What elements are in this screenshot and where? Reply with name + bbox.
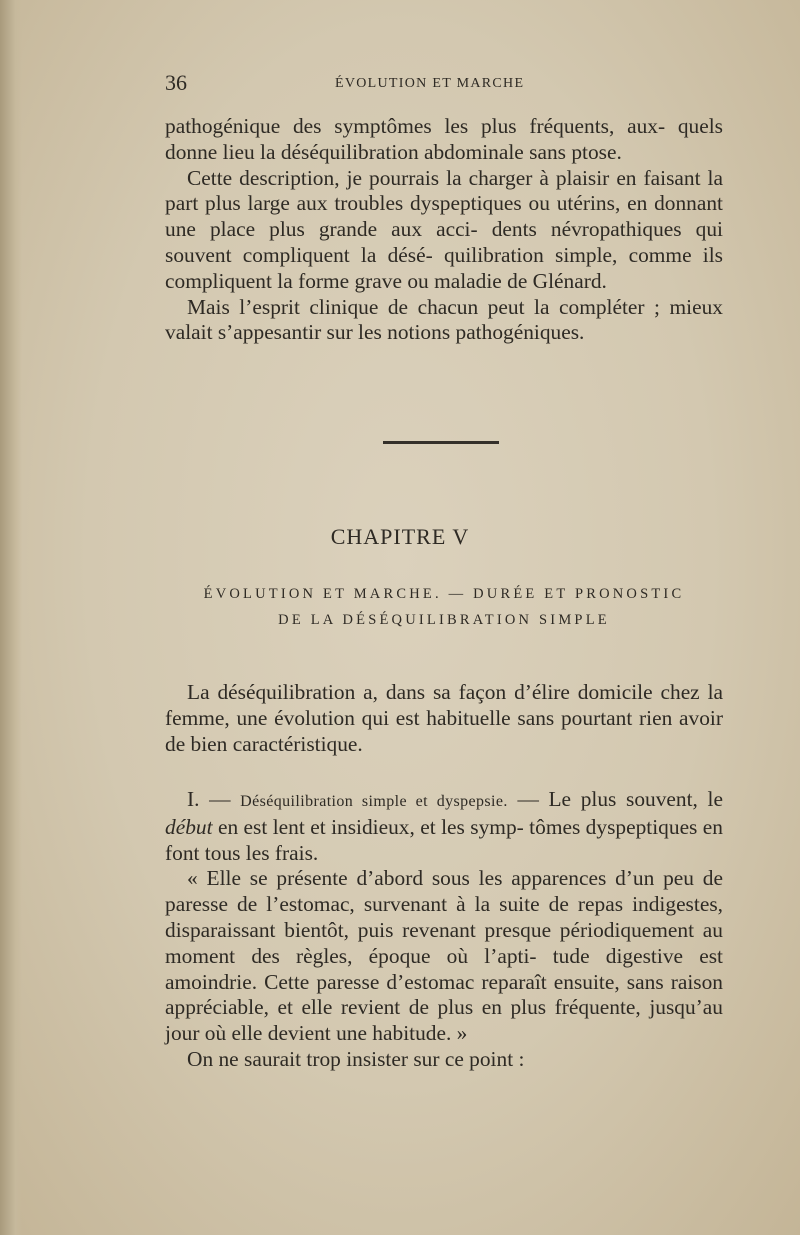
section-text-block — [165, 787, 723, 1073]
section-text-before: — Le plus souvent, le — [507, 787, 723, 811]
section-divider-rule — [383, 441, 499, 444]
italic-word: début — [165, 814, 213, 839]
paragraph-continuation: pathogénique des symptômes les plus fréquents, aux- quels donne lieu la déséquilibration abdominale sans ptose. — [165, 114, 723, 164]
chapter-subtitle-line2: DE LA DÉSÉQUILIBRATION SIMPLE — [278, 612, 610, 628]
section-heading: Déséquilibration simple et dyspepsie. — [240, 793, 508, 810]
paragraph-intro: La déséquilibration a, dans sa façon d’élire domicile chez la femme, une évolution qui est habituelle sans pourtant rien avoir de bien caractéristique. — [165, 680, 723, 756]
chapter-subtitle-line1: ÉVOLUTION ET MARCHE. — DURÉE ET PRONOSTIC — [203, 586, 685, 602]
section-numeral: I. — — [187, 787, 241, 811]
paragraph-section-one — [165, 787, 723, 866]
paragraph-last-line: On ne saurait trop insister sur ce point : — [187, 1046, 525, 1071]
running-head: ÉVOLUTION ET MARCHE — [335, 76, 525, 91]
section-text-after: en est lent et insidieux, et les symp- tômes dyspeptiques en font tous les frais. — [165, 814, 723, 865]
page-header — [165, 70, 723, 100]
paragraph-description: Cette description, je pourrais la charger à plaisir en faisant la part plus large aux troubles dyspeptiques ou utérins, en donnant une place plus grande aux acci- dents névropathiques qui souvent compliquent la désé- quilibration simple, comme ils compliquent la forme grave ou maladie de Glénard. — [165, 165, 723, 293]
top-text-block — [165, 114, 723, 346]
chapter-title: CHAPITRE V — [330, 524, 470, 549]
intro-text-block — [165, 680, 723, 757]
paragraph-conclusion: Mais l’esprit clinique de chacun peut la compléter ; mieux valait s’appesantir sur les notions pathogéniques. — [165, 294, 723, 345]
page-number: 36 — [165, 70, 187, 95]
page-gutter-shadow — [0, 0, 22, 1235]
paragraph-quote: « Elle se présente d’abord sous les apparences d’un peu de paresse de l’estomac, survenant à la suite de repas indigestes, disparaissant bientôt, puis revenant presque périodiquement au moment des règles, époque où l’apti- tude digestive est amoindrie. Cette paresse d’estomac reparaît ensuite, sans raison appréciable, et elle revient de plus en plus fréquente, jusqu’au jour où elle devient une habitude. » — [165, 866, 723, 1046]
